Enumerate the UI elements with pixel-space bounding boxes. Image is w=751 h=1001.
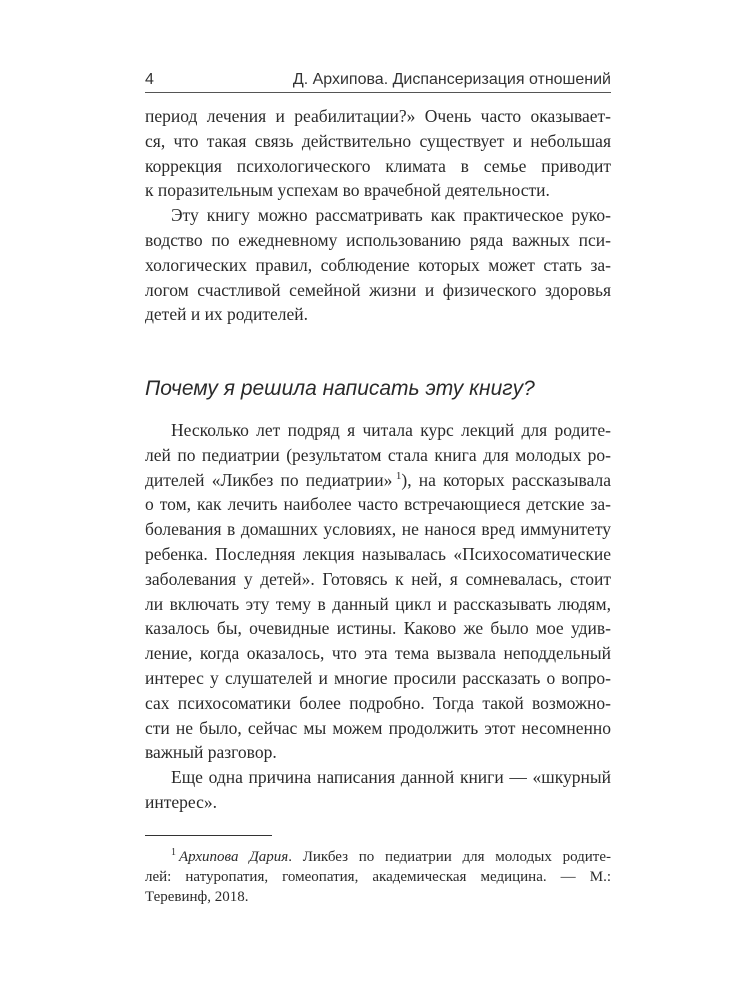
footnote-divider	[145, 835, 272, 836]
text-line: ли включать эту тему в данный цикл и рассказывать людям,	[145, 593, 611, 614]
text-line: лей по педиатрии (результатом стала книга для молодых ро-	[145, 444, 611, 465]
text-span: ), на которых рассказывала	[401, 469, 612, 490]
text-line: Эту книгу можно рассматривать как практическое руко-	[171, 205, 611, 226]
text-line: водство по ежедневному использованию ряда важных пси-	[145, 229, 611, 250]
section-heading: Почему я решила написать эту книгу?	[145, 377, 535, 400]
page-number: 4	[145, 71, 154, 88]
footnote-mark: 1	[171, 847, 176, 858]
footnote-line: лей: натуропатия, гомеопатия, академическая медицина. — М.:	[145, 869, 611, 885]
text-line: логом счастливой семейной жизни и физического здоровья	[145, 279, 611, 300]
text-line: Несколько лет подряд я читала курс лекций для родите-	[171, 420, 611, 440]
text-line: болевания в домашних условиях, не нанося вред иммунитету	[145, 519, 611, 540]
footnote	[145, 847, 611, 907]
running-header	[145, 70, 611, 93]
text-line: казалось бы, очевидные истины. Каково же было мое удив-	[145, 618, 611, 639]
text-line: сах психосоматики более подробно. Тогда такой возможно-	[145, 692, 611, 713]
text-line: заболевания у детей». Готовясь к ней, я сомневалась, стоит	[145, 568, 611, 589]
footnote-ref[interactable]: 1	[395, 469, 402, 482]
text-line: важный разговор.	[145, 742, 277, 763]
footnote-line: Теревинф, 2018.	[145, 889, 249, 905]
text-span: . Ликбез по педиатрии для молодых родите-	[288, 849, 612, 865]
text-line: интерес».	[145, 791, 217, 812]
text-line: ребенка. Последняя лекция называлась «Психосоматические	[145, 543, 611, 564]
text-line: ся, что такая связь действительно существует и небольшая	[145, 130, 611, 151]
footnote-author: Архипова Дария	[179, 849, 289, 865]
text-line: период лечения и реабилитации?» Очень часто оказывает-	[145, 106, 611, 126]
text-line: коррекция психологического климата в семье приводит	[145, 155, 611, 176]
text-line: сти не было, сейчас мы можем продолжить этот несомненно	[145, 717, 611, 738]
text-line: Еще одна причина написания данной книги — «шкурный	[171, 767, 611, 788]
section-text	[145, 418, 611, 815]
text-line: детей и их родителей.	[145, 304, 308, 325]
text-line: о том, как лечить наиболее часто встречающиеся детские за-	[145, 494, 611, 515]
text-line: к поразительным успехам во врачебной деятельности.	[145, 180, 550, 201]
intro-text	[145, 104, 611, 327]
text-line: ление, когда оказалось, что эта тема вызвала неподдельный	[145, 643, 611, 664]
running-title: Д. Архипова. Диспансеризация отношений	[292, 71, 611, 88]
text-line: хологических правил, соблюдение которых может стать за-	[145, 254, 611, 275]
text-line: интерес у слушателей и многие просили рассказать о вопро-	[145, 667, 611, 688]
footnote-line	[145, 847, 611, 867]
text-line	[145, 468, 611, 493]
text-span: дителей «Ликбез по педиатрии»	[145, 469, 393, 490]
